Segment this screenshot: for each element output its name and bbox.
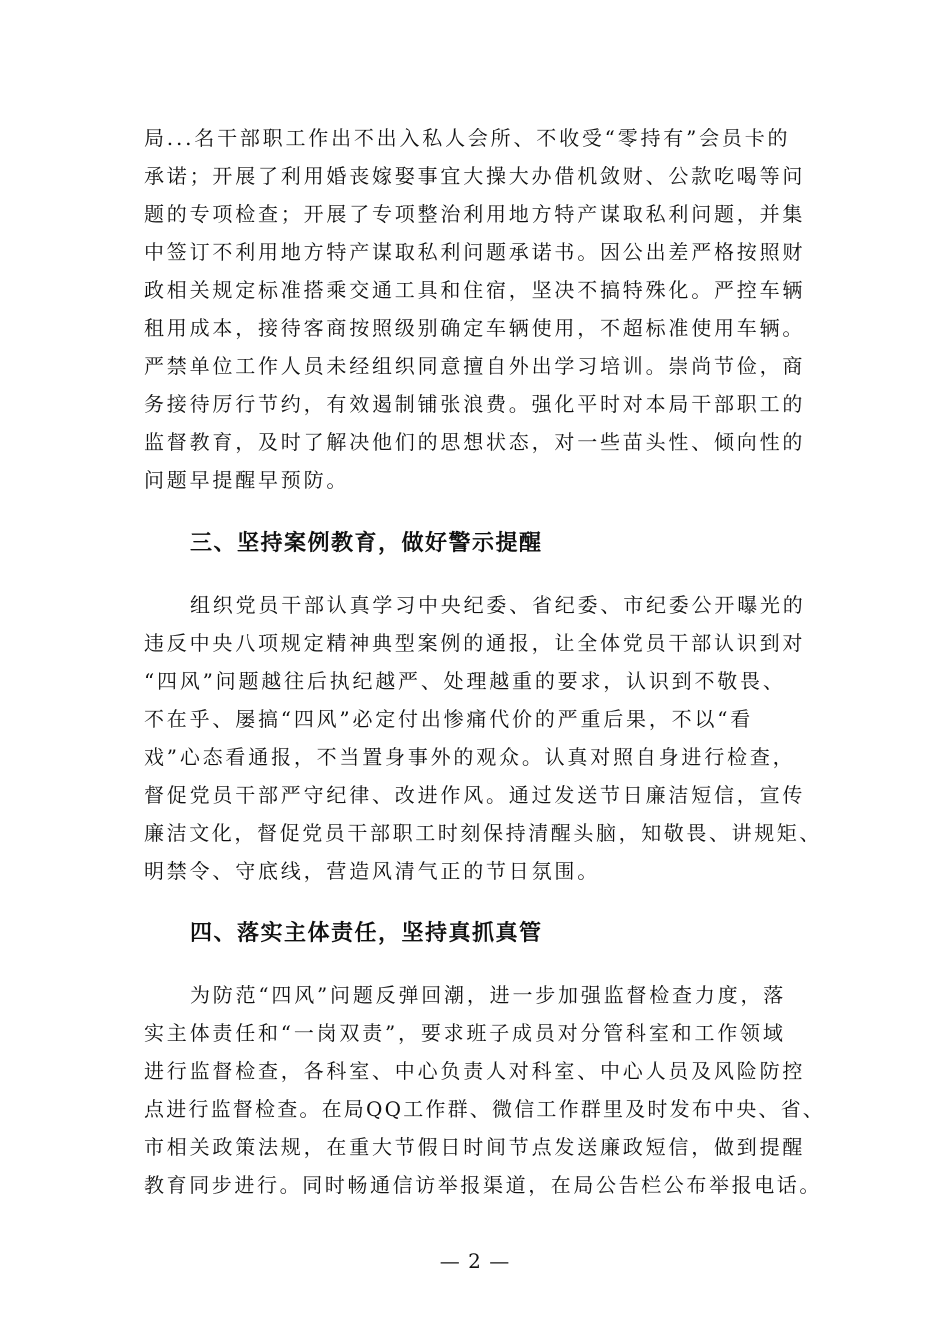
section-heading: 三、坚持案例教育，做好警示提醒 [190, 531, 543, 556]
section-heading: 四、落实主体责任，坚持真抓真管 [190, 921, 543, 946]
paragraph-line: 承诺；开展了利用婚丧嫁娶事宜大操大办借机敛财、公款吃喝等问 [144, 164, 806, 188]
paragraph-line: 点进行监督检查。在局QQ工作群、微信工作群里及时发布中央、省、 [144, 1097, 825, 1121]
paragraph-line: 市相关政策法规，在重大节假日时间节点发送廉政短信，做到提醒 [144, 1135, 806, 1159]
paragraph-line: 政相关规定标准搭乘交通工具和住宿，坚决不搞特殊化。严控车辆 [144, 278, 806, 302]
paragraph-line: 题的专项检查；开展了专项整治利用地方特产谋取私利问题，并集 [144, 202, 806, 226]
paragraph-line: 中签订不利用地方特产谋取私利问题承诺书。因公出差严格按照财 [144, 240, 806, 264]
paragraph-line: 为防范“四风”问题反弹回潮，进一步加强监督检查力度，落 [190, 983, 787, 1007]
paragraph-line: 进行监督检查，各科室、中心负责人对科室、中心人员及风险防控 [144, 1059, 806, 1083]
paragraph-line: 问题早提醒早预防。 [144, 468, 350, 492]
paragraph-line: 督促党员干部严守纪律、改进作风。通过发送节日廉洁短信，宣传 [144, 783, 806, 807]
paragraph-line: 组织党员干部认真学习中央纪委、省纪委、市纪委公开曝光的 [190, 593, 806, 617]
paragraph-line: 戏”心态看通报，不当置身事外的观众。认真对照自身进行检查， [144, 745, 796, 769]
page-number: — 2 — [439, 1249, 511, 1273]
paragraph-line: “四风”问题越往后执纪越严、处理越重的要求，认识到不敬畏、 [144, 669, 786, 693]
paragraph-line: 严禁单位工作人员未经组织同意擅自外出学习培训。崇尚节俭，商 [144, 354, 806, 378]
paragraph-line: 监督教育，及时了解决他们的思想状态，对一些苗头性、倾向性的 [144, 430, 806, 454]
paragraph-line: 务接待厉行节约，有效遏制铺张浪费。强化平时对本局干部职工的 [144, 392, 806, 416]
paragraph-line: 廉洁文化，督促党员干部职工时刻保持清醒头脑，知敬畏、讲规矩、 [144, 821, 822, 845]
paragraph-line: 实主体责任和“一岗双责”，要求班子成员对分管科室和工作领域 [144, 1021, 786, 1045]
paragraph-line: 租用成本，接待客商按照级别确定车辆使用，不超标准使用车辆。 [144, 316, 806, 340]
paragraph-line: 局...名干部职工作出不出入私人会所、不收受“零持有”会员卡的 [144, 126, 791, 150]
paragraph-line: 教育同步进行。同时畅通信访举报渠道，在局公告栏公布举报电话。 [144, 1173, 822, 1197]
paragraph-line: 不在乎、屡搞“四风”必定付出惨痛代价的严重后果，不以“看 [144, 707, 754, 731]
paragraph-line: 违反中央八项规定精神典型案例的通报，让全体党员干部认识到对 [144, 631, 806, 655]
paragraph-line: 明禁令、守底线，营造风清气正的节日氛围。 [144, 859, 600, 883]
